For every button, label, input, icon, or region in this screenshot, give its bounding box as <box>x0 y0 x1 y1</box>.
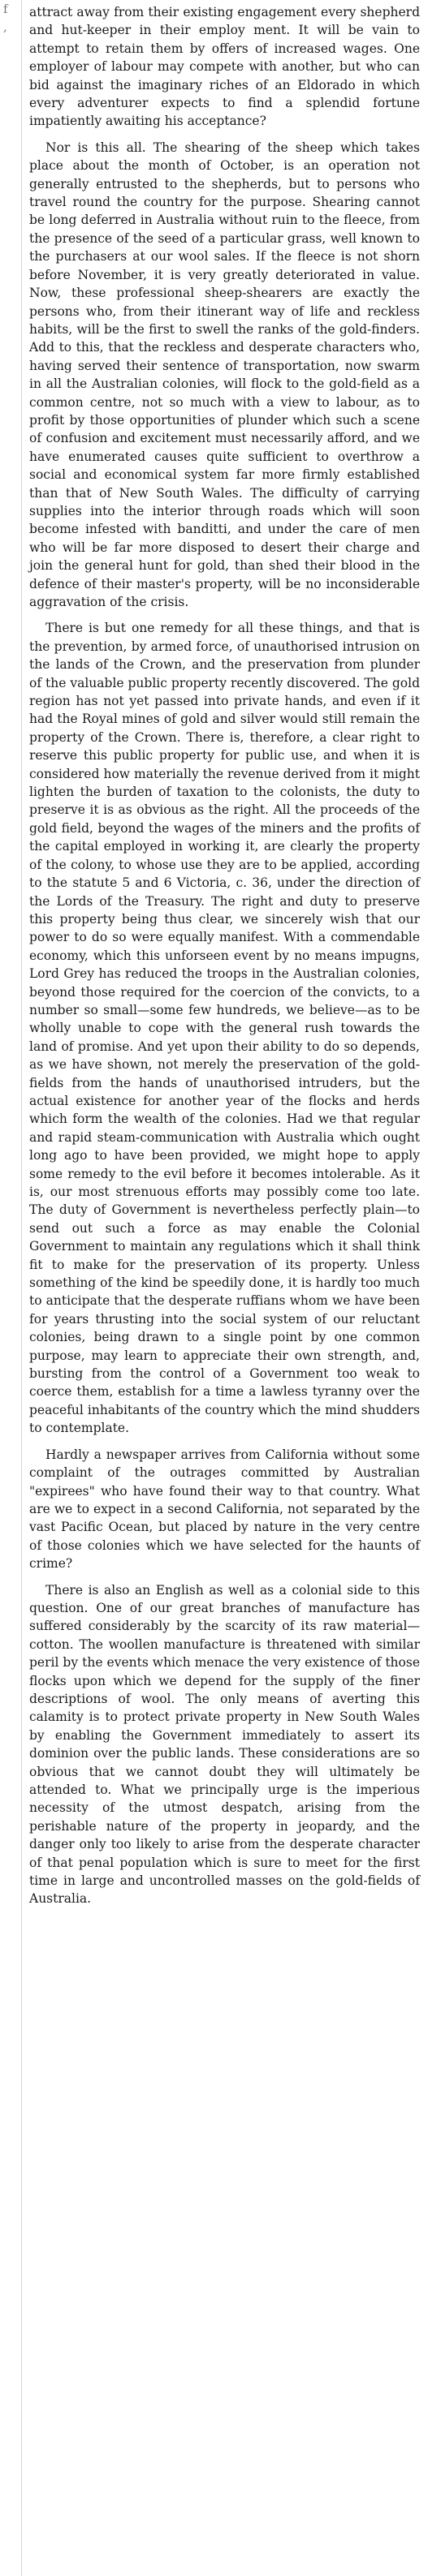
article-paragraph-2: Nor is this all. The shearing of the sheep which takes place about the month of October, is an operation not generally entrusted to the shepherds, but to persons who travel round the country for the purpose. Shearing cannot be long deferred in Australia without ruin to the fleece, from the presence of the seed of a particular grass, well known to the purchasers at our wool sales. If the fleece is not shorn before November, it is very greatly deteriorated in value. Now, these professional sheep-shearers are exactly the persons who, from their itinerant way of life and reckless habits, will be the first to swell the ranks of the gold-finders. Add to this, that the reckless and desperate characters who, having served their sentence of transportation, now swarm in all the Australian colonies, will flock to the gold-field as a common centre, not so much with a view to labour, as to profit by those opportunities of plunder which such a scene of confusion and excitement must necessarily afford, and we have enumerated causes quite sufficient to overthrow a social and economical system far more firmly established than that of New South Wales. The difficulty of carrying supplies into the interior through roads which will soon become infested with banditti, and under the care of men who will be far more disposed to desert their charge and join the general hunt for gold, than shed their blood in the defence of their master's property, will be no inconsiderable aggravation of the crisis. <box>29 140 420 609</box>
article-paragraph-4: Hardly a newspaper arrives from California without some complaint of the outrages committed by Australian "expirees" who have found their way to that country. What are we to expect in a second California, not separated by the vast Pacific Ocean, but placed by nature in the very centre of those colonies which we have selected for the haunts of crime? <box>29 1447 420 1572</box>
page-edge-fragment: f , <box>3 2 8 35</box>
article-paragraph-3: There is but one remedy for all these things, and that is the prevention, by armed force, of unauthorised intrusion on the lands of the Crown, and the preservation from plunder of the valuable public property recently discovered. The gold region has not yet passed into private hands, and even if it had the Royal mines of gold and silver would still remain the property of the Crown. There is, therefore, a clear right to reserve this public property for public use, and when it is considered how materially the revenue derived from it might lighten the burden of taxation to the colonists, the duty to preserve it is as obvious as the right. All the proceeds of the gold field, beyond the wages of the miners and the profits of the capital employed in working it, are clearly the property of the colony, to whose use they are to be applied, according to the statute 5 and 6 Victoria, c. 36, under the direction of the Lords of the Treasury. The right and duty to preserve this property being thus clear, we sincerely wish that our power to do so were equally manifest. With a commendable economy, which this unforseen event by no means impugns, Lord Grey has reduced the troops in the Australian colonies, beyond those required for the coercion of the convicts, to a number so small—some few hundreds, we believe—as to be wholly unable to cope with the general rush towards the land of promise. And yet upon their ability to do so depends, as we have shown, not merely the preservation of the gold-fields from the hands of unauthorised intruders, but the actual existence for another year of the flocks and herds which form the wealth of the colonies. Had we that regular and rapid steam-communication with Australia which ought long ago to have been provided, we might hope to apply some remedy to the evil before it becomes intolerable. As it is, our most strenuous efforts may possibly come too late. The duty of Government is nevertheless perfectly plain—to send out such a force as may enable the Colonial Government to maintain any regulations which it shall think fit to make for the preservation of its property. Unless something of the kind be speedily done, it is hardly too much to anticipate that the desperate ruffians whom we have been for years thrusting into the social system of our reluctant colonies, being drawn to a single point by one common purpose, may learn to appreciate their own strength, and, bursting from the control of a Government too weak to coerce them, establish for a time a lawless tyranny over the peaceful inhabitants of the country which the mind shudders to contemplate. <box>29 621 420 1436</box>
article-paragraph-5: There is also an English as well as a colonial side to this question. One of our great branches of manufacture has suffered considerably by the scarcity of its raw material—cotton. The woollen manufacture is threatened with similar peril by the events which menace the very existence of those flocks upon which we depend for the supply of the finer descriptions of wool. The only means of averting this calamity is to protect private property in New South Wales by enabling the Government immediately to assert its dominion over the public lands. These considerations are so obvious that we cannot doubt they will ultimately be attended to. What we principally urge is the imperious necessity of the utmost despatch, arising from the perishable nature of the property in jeopardy, and the danger only too likely to arise from the desperate character of that penal population which is sure to meet for the first time in large and uncontrolled masses on the gold-fields of Australia. <box>29 1582 420 1907</box>
article-paragraph-1: attract away from their existing engagement every shepherd and hut-keeper in their employ ment. It will be vain to attempt to retain them by offers of increased wages. One employer of labour may compete with another, but who can bid against the imaginary riches of an Eldorado in which every adventurer expects to find a splendid fortune impatiently awaiting his acceptance? <box>29 5 420 129</box>
